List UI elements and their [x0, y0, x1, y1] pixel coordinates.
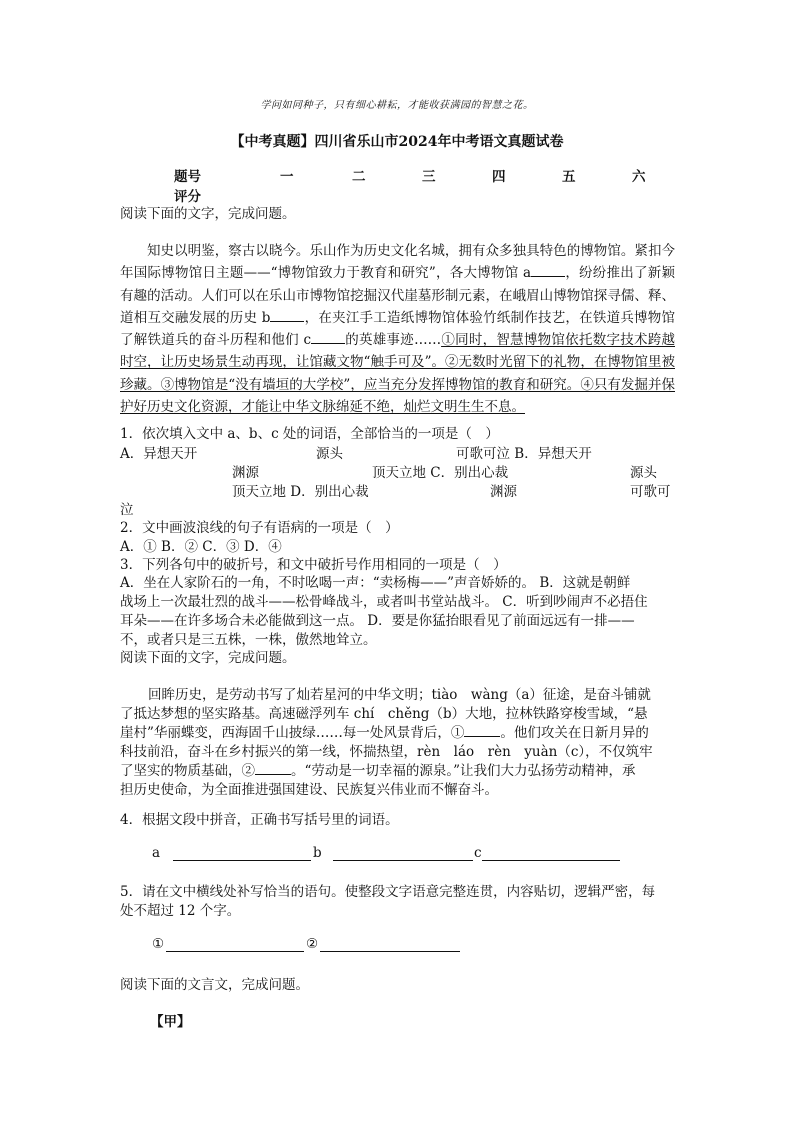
- q5-answer-line-1[interactable]: [166, 951, 304, 952]
- q1-row2-c: 源头: [630, 465, 657, 481]
- blank-1: [464, 722, 500, 737]
- q3-line3: 耳朵——在许多场合未必能做到这一点。 D．要是你猛抬眼看见了前面远远有一排——: [120, 613, 635, 629]
- blank-c: [311, 329, 345, 344]
- q5-answer-line-2[interactable]: [320, 951, 460, 952]
- q1-row2-b: 顶天立地 C．别出心裁: [372, 465, 509, 481]
- passage-part-b: ，纷纷推出了新颖有趣的活动。人们可以在乐山市博物馆挖掘汉代崖墓形制元素，在峨眉山博物馆探寻儒、释、道相互交融发展的历史 b: [120, 265, 675, 326]
- q1-row3-a: 顶天立地 D．别出心裁: [232, 484, 369, 500]
- score-table-col-3: 三: [422, 169, 436, 185]
- q5-label-1: ①: [152, 936, 165, 952]
- score-table-col-4: 四: [492, 169, 506, 185]
- q4-label-b: b: [313, 845, 322, 861]
- q4-stem: 4．根据文段中拼音，正确书写括号里的词语。: [120, 812, 399, 828]
- q3-line1: A．坐在人家阶石的一角，不时吆喝一声：“卖杨梅——”声音娇娇的。 B．这就是朝鲜: [120, 575, 631, 591]
- q4-answer-line-a[interactable]: [173, 860, 311, 861]
- section2-intro: 阅读下面的文字，完成问题。: [120, 650, 296, 666]
- wavy-underlined-sentences: ①同时，智慧博物馆依托数字技术跨越时空，让历史场景生动再现，让馆藏文物“触手可及”。②无数时光留下的礼物，在博物馆里被珍藏。③博物馆是“没有墙垣的大学校”，应当充分发挥博物馆的教育和研究。④只有发掘并保护好历史文化资源，才能让中华文脉绵延不绝，灿烂文明生生不息。: [120, 332, 676, 416]
- q1-row3-b: 渊源: [490, 484, 517, 500]
- section2-line5-a: 了坚实的物质基础，②: [120, 763, 255, 779]
- blank-a: [531, 262, 565, 277]
- q1-row1-c: 可歌可泣 B．异想天开: [456, 446, 592, 462]
- section2-line3-a: 崖村”华丽蝶变，西海固千山披绿……每一处风景背后，①: [120, 725, 465, 741]
- q4-answer-line-b[interactable]: [333, 860, 473, 861]
- score-table-col-2: 二: [352, 169, 366, 185]
- section2-line4: 科技前沿，奋斗在乡村振兴的第一线，怀揣热望，rèn láo rèn yuàn（c），不仅筑牢: [120, 744, 653, 760]
- q5-label-2: ②: [306, 936, 319, 952]
- q4-label-a: a: [152, 845, 161, 861]
- passage-part-a: 知史以明鉴，察古以晓今。乐山作为历史文化名城，拥有众多独具特色的博物馆。紧扣今年国际博物馆日主题——“博物馆致力于教育和研究”，各大博物馆 a: [120, 243, 675, 282]
- score-table-head-label: 题号: [174, 169, 201, 185]
- section2-line6: 担历史使命，为全面推进强国建设、民族复兴伟业而不懈奋斗。: [120, 782, 498, 798]
- score-table-score-label: 评分: [174, 189, 201, 205]
- section1-intro: 阅读下面的文字，完成问题。: [120, 206, 296, 222]
- q3-stem: 3．下列各句中的破折号，和文中破折号作用相同的一项是（ ）: [120, 557, 507, 573]
- q4-label-c: c: [474, 845, 482, 861]
- blank-b: [270, 307, 304, 322]
- section3-part-label: 【甲】: [150, 1014, 191, 1030]
- passage-part-d: 的英雄事迹……: [345, 332, 442, 349]
- q3-line2: 战场上一次最壮烈的战斗——松骨峰战斗，或者叫书堂站战斗。 C．听到吵闹声不必捂住: [120, 594, 648, 610]
- section2-line5-b: 。“劳动是一切幸福的源泉。”让我们大力弘扬劳动精神，承: [291, 763, 636, 779]
- q4-answer-line-c[interactable]: [482, 860, 620, 861]
- section1-passage: [120, 240, 675, 418]
- q1-row4: 泣: [120, 502, 134, 518]
- q5-stem-line1: 5．请在文中横线处补写恰当的语句。使整段文字语意完整连贯，内容贴切，逻辑严密，每: [120, 884, 656, 900]
- score-table-col-5: 五: [562, 169, 576, 185]
- q1-row1-b: 源头: [316, 446, 343, 462]
- section2-line5: [120, 759, 636, 779]
- blank-2: [255, 760, 291, 775]
- q1-row2-a: 渊源: [232, 465, 259, 481]
- section2-line1: 回眸历史，是劳动书写了灿若星河的中华文明；tiào wàng（a）征途，是奋斗铺就: [148, 687, 651, 703]
- score-table-col-6: 六: [632, 169, 646, 185]
- section2-line3: [120, 721, 649, 741]
- passage-part-c: ，在夹江手工造纸博物馆体验竹纸制作技艺，在铁道兵博物馆了解铁道兵的奋斗历程和他们 c: [120, 309, 676, 349]
- q1-row3-c: 可歌可: [630, 484, 671, 500]
- score-table: [120, 165, 680, 203]
- q3-line4: 不，或者只是三五株，一株，傲然地耸立。: [120, 632, 377, 648]
- section2-line2: 了抵达梦想的坚实路基。高速磁浮列车 chí chěng（b）大地，拉林铁路穿梭雪域，“悬: [120, 706, 648, 722]
- q2-stem: 2．文中画波浪线的句子有语病的一项是（ ）: [120, 520, 399, 536]
- header-motto: 学问如同种子，只有细心耕耘，才能收获满园的智慧之花。: [260, 100, 534, 111]
- section2-line3-b: 。他们攻关在日新月异的: [500, 725, 649, 741]
- q5-stem-line2: 处不超过 12 个字。: [120, 903, 241, 919]
- q2-options: A．① B．② C．③ D．④: [120, 539, 282, 555]
- q1-row1-a: A．异想天开: [120, 446, 198, 462]
- page-title: 【中考真题】四川省乐山市2024年中考语文真题试卷: [230, 134, 564, 150]
- score-table-col-1: 一: [280, 169, 294, 185]
- q1-stem: 1．依次填入文中 a、b、c 处的词语，全部恰当的一项是（ ）: [120, 426, 499, 442]
- section3-intro: 阅读下面的文言文，完成问题。: [120, 977, 309, 993]
